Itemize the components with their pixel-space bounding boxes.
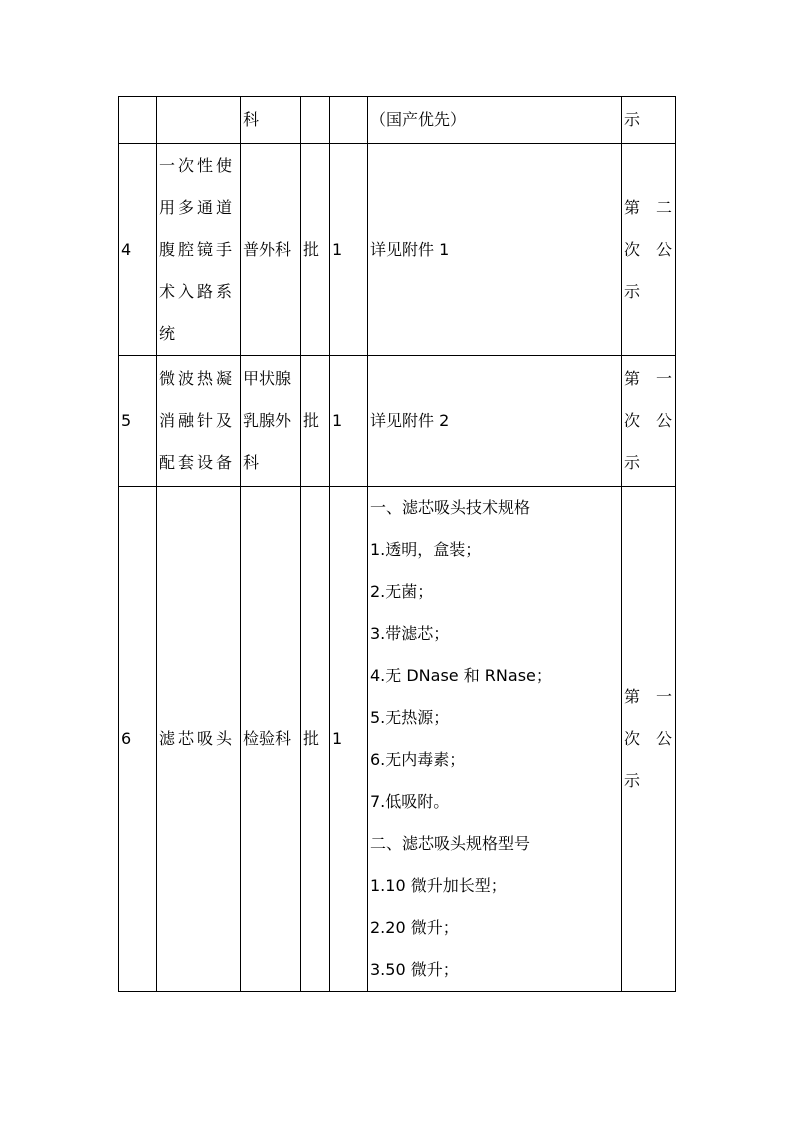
cell-quantity: 1 bbox=[330, 356, 368, 487]
spec-line: 2.20 微升； bbox=[370, 918, 459, 937]
cell-unit: 批 bbox=[301, 356, 330, 487]
cell-number: 5 bbox=[119, 356, 157, 487]
note-text: 第 一 次 公 示 bbox=[624, 687, 672, 790]
note-text: 第 一 次 公 示 bbox=[624, 369, 672, 472]
spec-line: 详见附件 2 bbox=[370, 411, 450, 430]
spec-line: （国产优先） bbox=[370, 110, 467, 129]
cell-number bbox=[119, 97, 157, 144]
spec-line: 1.透明，盒装； bbox=[370, 540, 482, 559]
cell-spec bbox=[368, 144, 622, 356]
spec-line: 3.50 微升； bbox=[370, 960, 459, 979]
cell-number: 4 bbox=[119, 144, 157, 356]
cell-note bbox=[622, 356, 676, 487]
spec-line: 1.10 微升加长型； bbox=[370, 876, 507, 895]
spec-line: 3.带滤芯； bbox=[370, 624, 450, 643]
cell-unit: 批 bbox=[301, 144, 330, 356]
spec-line: 2.无菌； bbox=[370, 582, 434, 601]
spec-line: 4.无 DNase 和 RNase； bbox=[370, 666, 552, 685]
spec-line: 二、滤芯吸头规格型号 bbox=[370, 834, 531, 853]
cell-item-name: 滤芯吸头 bbox=[157, 487, 241, 992]
procurement-table bbox=[118, 96, 676, 992]
cell-department: 检验科 bbox=[241, 487, 301, 992]
table-row bbox=[119, 356, 676, 487]
cell-unit: 批 bbox=[301, 487, 330, 992]
cell-department: 甲状腺乳腺外科 bbox=[241, 356, 301, 487]
cell-quantity: 1 bbox=[330, 487, 368, 992]
cell-number: 6 bbox=[119, 487, 157, 992]
note-text: 第 二 次 公 示 bbox=[624, 197, 672, 301]
cell-item-name: 一次性使用多通道腹腔镜手术入路系统 bbox=[157, 144, 241, 356]
cell-item-name bbox=[157, 97, 241, 144]
table-row bbox=[119, 97, 676, 144]
table-row bbox=[119, 144, 676, 356]
cell-note bbox=[622, 487, 676, 992]
table-row bbox=[119, 487, 676, 992]
cell-department: 普外科 bbox=[241, 144, 301, 356]
cell-note bbox=[622, 144, 676, 356]
cell-item-name: 微波热凝消融针及配套设备 bbox=[157, 356, 241, 487]
cell-quantity bbox=[330, 97, 368, 144]
spec-line: 详见附件 1 bbox=[370, 239, 450, 259]
spec-line: 7.低吸附。 bbox=[370, 792, 450, 811]
cell-department: 科 bbox=[241, 97, 301, 144]
cell-spec bbox=[368, 487, 622, 992]
cell-note: 示 bbox=[622, 97, 676, 144]
cell-unit bbox=[301, 97, 330, 144]
spec-line: 6.无内毒素； bbox=[370, 750, 466, 769]
spec-line: 5.无热源； bbox=[370, 708, 450, 727]
cell-spec bbox=[368, 356, 622, 487]
cell-spec bbox=[368, 97, 622, 144]
cell-quantity: 1 bbox=[330, 144, 368, 356]
spec-line: 一、滤芯吸头技术规格 bbox=[370, 498, 531, 517]
